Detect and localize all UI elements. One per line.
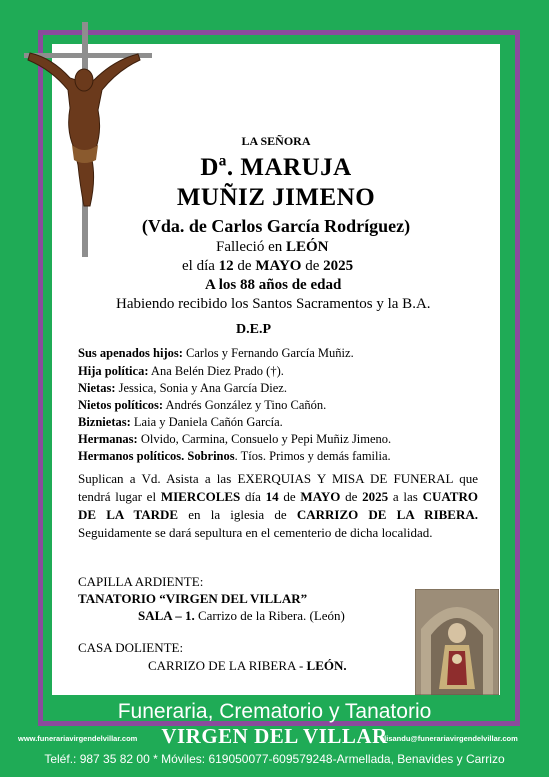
intro-label: LA SEÑORA bbox=[241, 134, 311, 148]
sala-line: SALA – 1. Carrizo de la Ribera. (León) bbox=[138, 608, 345, 623]
deceased-name-line2: MUÑIZ JIMENO bbox=[176, 184, 376, 211]
family-line: Sus apenados hijos: Carlos y Fernando García Muñiz. bbox=[78, 346, 354, 360]
tanatorio-name: TANATORIO “VIRGEN DEL VILLAR” bbox=[78, 591, 308, 606]
house-label: CASA DOLIENTE: bbox=[78, 640, 184, 655]
deceased-name-line1: Dª. MARUJA bbox=[200, 154, 352, 181]
footer-phones: Teléf.: 987 35 82 00 * Móviles: 619050077-609579248-Armellada, Benavides y Carrizo bbox=[44, 752, 505, 766]
family-line: Hija política: Ana Belén Diez Prado (†). bbox=[78, 364, 284, 378]
footer-brand-row bbox=[0, 726, 549, 748]
chapel-label: CAPILLA ARDIENTE: bbox=[78, 574, 204, 589]
dep-label: D.E.P bbox=[236, 322, 271, 337]
virgin-statue-photo bbox=[415, 589, 499, 695]
family-line: Biznietas: Laia y Daniela Cañón García. bbox=[78, 415, 283, 429]
widow-of: (Vda. de Carlos García Rodríguez) bbox=[141, 216, 411, 236]
family-line: Nietos políticos: Andrés González y Tino Cañón. bbox=[78, 398, 327, 412]
website-link[interactable]: www.funerariavirgendelvillar.com bbox=[18, 734, 138, 743]
family-line: Hermanas: Olvido, Carmina, Consuelo y Pepi Muñiz Jimeno. bbox=[78, 432, 392, 446]
funeral-paragraph: Suplican a Vd. Asista a las EXERQUIAS Y MISA DE FUNERAL que tendrá lugar el MIERCOLES día 14 de MAYO de 2025 a las CUATRO DE LA TARDE en la iglesia de CARRIZO DE LA RIBERA. Seguidamente se dará sepultura en el cementerio de dicha localidad. bbox=[78, 471, 478, 540]
email-link[interactable]: elisandu@funerariavirgendelvillar.com bbox=[380, 734, 518, 743]
footer-title: Funeraria, Crematorio y Tanatorio bbox=[117, 700, 432, 723]
age-line: A los 88 años de edad bbox=[205, 277, 342, 293]
family-line: Hermanos políticos. Sobrinos. Tíos. Primos y demás familia. bbox=[78, 449, 391, 463]
house-place: CARRIZO DE LA RIBERA - LEÓN. bbox=[148, 658, 347, 673]
brand-name: VIRGEN DEL VILLAR bbox=[161, 724, 388, 748]
died-in-line: Falleció en LEÓN bbox=[216, 239, 329, 255]
sacraments-line: Habiendo recibido los Santos Sacramentos y la B.A. bbox=[116, 296, 431, 312]
date-line: el día 12 de MAYO de 2025 bbox=[182, 258, 354, 274]
family-line: Nietas: Jessica, Sonia y Ana García Diez. bbox=[78, 381, 287, 395]
